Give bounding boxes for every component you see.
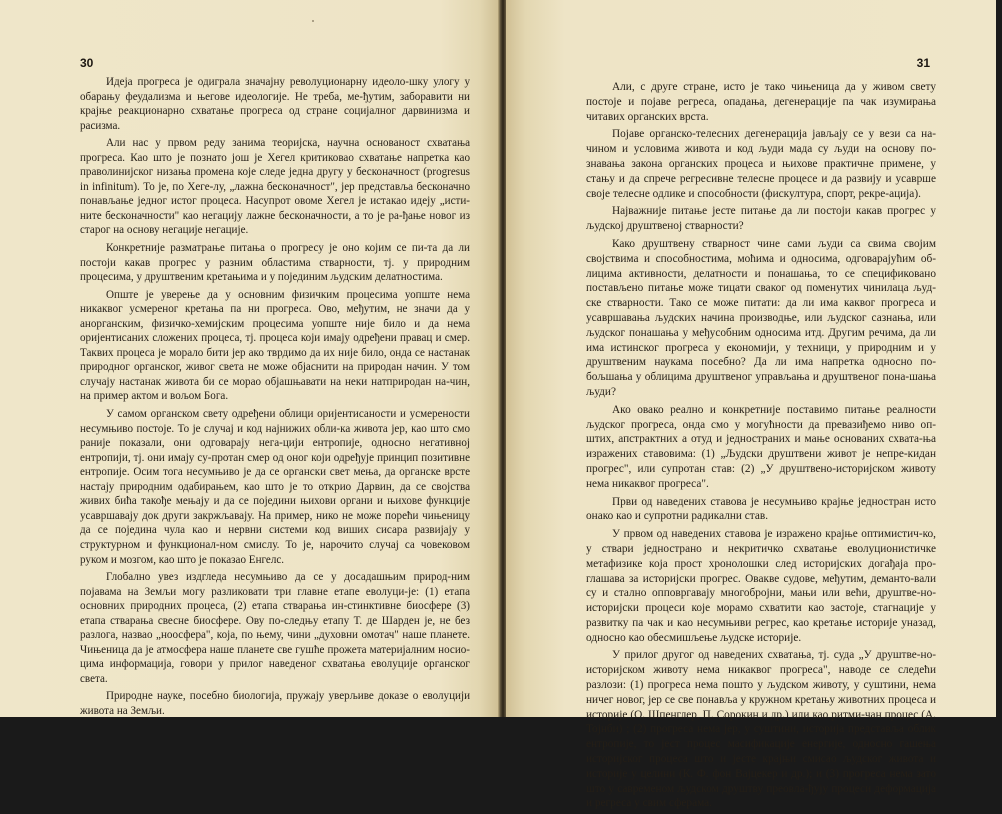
paragraph: Природне науке, посебно биологија, пружају уверљиве доказе о еволуцији живота на Земљи. <box>80 690 470 717</box>
paragraph: Ако овако реално и конкретније поставимо питање реалности људског прогреса, онда смо у могућности да превазиђемо ниво оп-штих, апстрактних а отуд и једностраних и мање основаних схвата-ња изражених ставовима: (1) „Људски друштвени живот је непре-кидан прогрес", или супротан став: (2) „У друштвено-историјском животу нема никаквог прогреса". <box>586 403 936 490</box>
paragraph: Глобално увез издгледа несумњиво да се у досадашњим природ-ним појавама на Земљи могу разликовати три главне етапе еволуци-је: (1) етапа основних природних процеса, (2) етапа стварања ин-стинктивне биосфере (3) етапа стварања свесне биосфере. Ову по-следњу етапу Т. де Шарден је, не без разлога, назвао „ноосфера", која, по њему, чини „духовни омотач" наше планете. Чињеница да је атмосфера наше планете све гушће прожета материјалним носио-цима информација, говори у прилог наведеног схватања еволуције органског света. <box>80 571 470 685</box>
paragraph: Најважније питање јесте питање да ли постоји какав прогрес у људској друштвеној стварности? <box>586 205 936 233</box>
paragraph: У самом органском свету одређени облици оријентисаности и усмерености несумњиво постоје. То је случај и код најнижих обли-ка живота јер, као што смо раније показали, они одговарају нега-цији ентропије, односно негативној ентропији, тј. они имају су-протан смер од оног који одређује принцип позитивне ентропије. Осим тога несумњиво је да се органски свет мења, да органске врсте настају природним одабирањем, као што је то открио Дарвин, да се својства живих бића такође мењају и да се поједини њихови органи и њихове функције усавршавају док други закржљавају. На пример, нико не може порећи чињеницу да се поједина чула као и нервни системи код виших сисара развијају у структурном и функционал-ном смислу. То је, нарочито случај са човековом руком и мозгом, као што је показао Енгелс. <box>80 408 470 566</box>
right-page-text <box>586 80 936 814</box>
paragraph: У прилог другог од наведених схватања, тј. суда „У друштве-но-историјском животу нема никаквог прогреса", наводе се следећи разлози: (1) прогреса нема пошто у људском животу, у суштини, нема ничег новог, јер се све понавља у кружном кретању животних процеса и историје (О. Шпенглер, П. Сорокин и др.) или као ритми-чан процес (А. Тојнби) ; (2) прогреса нема јер, у суштини, историја представља облик ентропије, то јест процес масификације енергије, односно гашења историјског процеса што и јесте крајњи смисао људског живота и историје у целини (К. Ф. фон Вајцекер и др.); и (3) прогреса нема зато што у савременом људском друштву преовла-ђују процеси деформација и регреса у свим сферама. <box>586 649 936 810</box>
page-number-right: 31 <box>916 56 930 70</box>
paragraph: Али, с друге стране, исто је тако чињеница да у живом свету постоје и појаве регреса, опадања, дегенерације па чак изумирања читавих органских врста. <box>586 81 936 123</box>
paragraph: Али нас у првом реду занима теоријска, научна основаност схватања прогреса. Као што је познато још је Хегел критиковао схватање напретка као праволинијског низања промена које следе једна другу у бесконачност (progresus in infinitum). То је, по Хеге-лу, „лажна бесконачност", јер представља бесконачно понављање једног истог процеса. Насупрот овоме Хегел је истакао идеју „исти-ните бесконачности" као негацију лажне бесконачности, а то је ра-ђање новог из старог на основу негације негације. <box>80 137 470 237</box>
left-page-text <box>80 75 470 722</box>
paragraph: У првом од наведених ставова је изражено крајње оптимистич-ко, у ствари једнострано и некритичко схватање еволуционистичке метафизике која прост хронолошки след историјских догађаја про-глашава за историјски прогрес. Овакве судове, међутим, демантo-вали су и стално опповргавају многобројни, мањи или већи, друштве-но-историјски процеси које морамо схватити као застоје, стагнације у развитку па чак и као несумњиви регрес, као кретање историје уназад, односно као обесмишљење људске историје. <box>586 528 936 644</box>
paragraph: Први од наведених ставова је несумњиво крајње једностран исто онако као и супротни радикални став. <box>586 495 936 523</box>
paragraph: Опште је уверење да у основним физичким процесима уопште нема никаквог усмереног кретања па ни прогреса. Ово, међутим, не значи да у анорганским, физичко-хемијским процесима уопште није било и да нема оријентисаних сложених процеса, тј. процеса који имају одређени правац и смер. Таквих процеса је морало бити јер ако тврдимо да их није било, онда се настанак природног органског, живог света не може објаснити на природан начин. У том случају настанак живота би се морао објашњавати на неки натприродан на-чин, на пример актом и вољом Бога. <box>80 288 470 403</box>
page-number-left: 30 <box>80 56 94 70</box>
paragraph: Појаве органско-телесних дегенерација јављају се у вези са на-чином и условима живота и код људи мада су људи на основу по-знавања закона органских процеса и њихове практичне примене, у стању и да спрече регресивне телесне процесе и да развију и усаврше своје телесне одлике и способности (фискултура, спорт, рекре-ација). <box>586 128 936 200</box>
paragraph: Како друштвену стварност чине сами људи са свима својим својствима и способностима, моћима и односима, одговарајућим об-лицима активности, делатности и понашања, то се спецификовано постављено питање може тицати сваког од поменутих чинилаца људ-ске стварности. Тако се може питати: да ли има каквог прогреса и усавршавања људских начина производње, или људског сазнања, или људског понашања у међусобним односима итд. Другим речима, да ли има истинског прогреса у економији, у техници, у природним и у друштвеним наукама посебно? Да ли има напретка односно по-бољшања у облицима друштвеног управљања и друштвеног пона-шања људи? <box>586 237 936 398</box>
paper-speck <box>312 20 314 22</box>
left-page <box>0 0 500 717</box>
right-page <box>506 0 996 810</box>
paragraph: Конкретније разматрање питања о прогресу је оно којим се пи-та да ли постоји какав прогрес у разним областима стварности, тј. у природним процесима, у друштвеним кретањима и у појединим људским делатностима. <box>80 242 470 284</box>
paragraph: Идеја прогреса је одиграла значајну револуционарну идеоло-шку улогу у обарању феудализма и његове идеологије. Не треба, ме-ђутим, заборавити ни крајње реакционарно схватање прогреса од стране социјалног дарвинизма и расизма. <box>80 76 470 132</box>
